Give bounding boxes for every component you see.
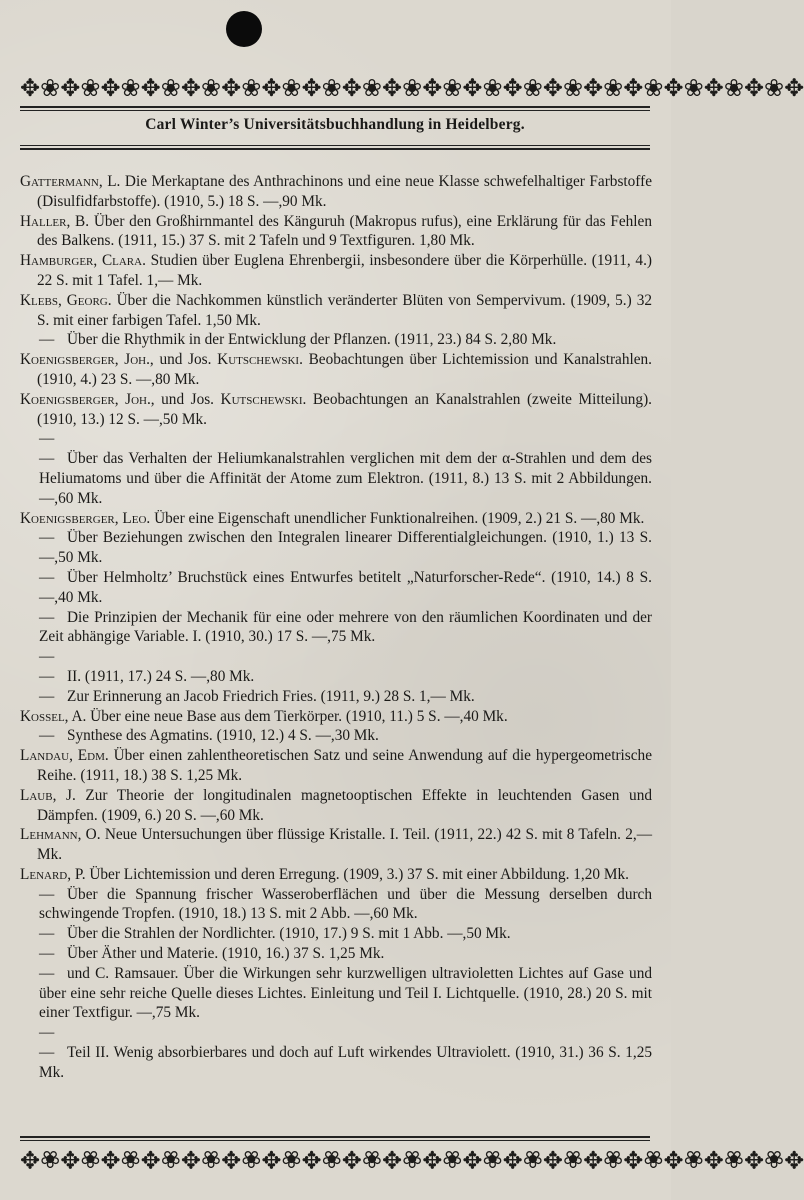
- entry-author: Hamburger, Clara.: [20, 252, 146, 270]
- entry-text: Über Lichtemission und deren Erregung. (1909, 3.) 37 S. mit einer Abbildung. 1,20 Mk.: [89, 865, 629, 883]
- entry-text: Die Prinzipien der Mechanik für eine oder mehrere von den räumlichen Koordinaten und der Zeit abhängige Variable. I. (1910, 30.) 17 S. —,75 Mk.: [39, 608, 652, 646]
- entry-author-conjunction: und Jos.: [159, 351, 212, 369]
- catalog-entry: [20, 212, 652, 252]
- entry-author: Klebs, Georg.: [20, 291, 112, 309]
- entry-text: Beobachtungen über Lichtemission und Kanalstrahlen. (1910, 4.) 23 S. —,80 Mk.: [37, 351, 653, 388]
- entry-author: Kossel, A.: [20, 707, 87, 725]
- entry-text: II. (1911, 17.) 24 S. —,80 Mk.: [67, 667, 255, 685]
- bottom-rule: [20, 1136, 650, 1138]
- header-rule: [20, 148, 650, 150]
- entry-text: Zur Theorie der longitudinalen magnetooptischen Effekte in leuchtenden Gasen und Dämpfen. (1909, 6.) 20 S. —,60 Mk.: [37, 786, 652, 824]
- entry-text: Über eine neue Base aus dem Tierkörper. (1910, 11.) 5 S. —,40 Mk.: [90, 707, 508, 725]
- repeat-author-dash: —: [39, 885, 55, 903]
- entry-text: Über den Großhirnmantel des Känguruh (Makropus rufus), eine Erklärung für das Fehlen des Balkens. (1911, 15.) 37 S. mit 2 Tafeln und 9 Textfiguren. 1,80 Mk.: [37, 212, 652, 250]
- catalog-entry: [20, 786, 652, 826]
- repeat-author-dash: —: [39, 568, 55, 586]
- catalog-entry: [20, 291, 652, 331]
- catalog-entry: [20, 330, 652, 350]
- bottom-rule-thin: [20, 1140, 650, 1141]
- entry-text: Über Helmholtz’ Bruchstück eines Entwurfes betitelt „Naturforscher-Rede“. (1910, 14.) 8 S. —,40 Mk.: [39, 568, 652, 606]
- catalog-entry: [20, 172, 652, 212]
- top-rule-thin: [20, 110, 650, 111]
- entry-text: Zur Erinnerung an Jacob Friedrich Fries. (1911, 9.) 28 S. 1,— Mk.: [67, 687, 475, 705]
- catalog-entries: [20, 172, 652, 1083]
- repeat-author-dash: — —: [39, 648, 55, 685]
- entry-text: Über einen zahlentheoretischen Satz und seine Anwendung auf die hypergeometrische Reihe. (1911, 18.) 38 S. 1,25 Mk.: [37, 747, 652, 784]
- catalog-entry: [20, 885, 652, 925]
- entry-text: Die Merkaptane des Anthrachinons und eine neue Klasse schwefelhaltiger Farbstoffe (Disulfidfarbstoffe). (1910, 5.) 18 S. —,90 Mk.: [37, 173, 652, 210]
- entry-text: Neue Untersuchungen über flüssige Kristalle. I. Teil. (1911, 22.) 42 S. mit 8 Tafeln. 2,— Mk.: [37, 826, 653, 864]
- catalog-entry: [20, 687, 652, 707]
- entry-text: Studien über Euglena Ehrenbergii, insbesondere über die Körperhülle. (1911, 4.) 22 S. mit 1 Tafel. 1,— Mk.: [37, 252, 652, 289]
- entry-author: Lenard, P.: [20, 865, 86, 883]
- catalog-entry: [20, 964, 652, 1023]
- entry-coauthor: Kutschewski.: [220, 390, 307, 408]
- entry-text: Synthese des Agmatins. (1910, 12.) 4 S. —,30 Mk.: [67, 727, 379, 745]
- catalog-entry: [20, 707, 652, 727]
- repeat-author-dash: — —: [39, 1024, 55, 1062]
- entry-text: Über Äther und Materie. (1910, 16.) 37 S. 1,25 Mk.: [67, 945, 385, 963]
- catalog-entry: [20, 825, 652, 865]
- repeat-author-dash: — —: [39, 430, 55, 468]
- catalog-entry: [20, 509, 652, 529]
- entry-author: Haller, B.: [20, 212, 90, 230]
- repeat-author-dash: —: [39, 925, 55, 943]
- repeat-author-dash: —: [39, 529, 55, 547]
- repeat-author-dash: —: [39, 687, 55, 705]
- catalog-entry: [20, 924, 652, 944]
- entry-text: Über die Strahlen der Nordlichter. (1910, 17.) 9 S. mit 1 Abb. —,50 Mk.: [67, 925, 511, 943]
- entry-author: Lehmann, O.: [20, 826, 101, 844]
- punch-hole: [226, 11, 262, 47]
- catalog-entry: [20, 746, 652, 786]
- repeat-author-dash: —: [39, 608, 55, 626]
- top-rule: [20, 106, 650, 108]
- catalog-entry: [20, 350, 652, 390]
- bottom-ornament-border: ✥❀✥❀✥❀✥❀✥❀✥❀✥❀✥❀✥❀✥❀✥❀✥❀✥❀✥❀✥❀✥❀✥❀✥❀✥❀✥: [20, 1145, 804, 1173]
- repeat-author-dash: —: [39, 964, 55, 982]
- entry-text: und C. Ramsauer. Über die Wirkungen sehr kurzwelligen ultravioletten Lichtes auf Gase und über eine sehr reiche Quelle dieses Lichtes. Einleitung und Teil I. Lichtquelle. (1910, 28.) 20 S. mit einer Textfigur. —,75 Mk.: [39, 964, 652, 1022]
- top-ornament-border: ✥❀✥❀✥❀✥❀✥❀✥❀✥❀✥❀✥❀✥❀✥❀✥❀✥❀✥❀✥❀✥❀✥❀✥❀✥❀✥: [20, 74, 804, 102]
- entry-text: Über die Spannung frischer Wasseroberflächen und über die Messung derselben durch schwingende Tropfen. (1910, 18.) 13 S. mit 2 Abb. —,60 Mk.: [39, 885, 652, 923]
- entry-author: Laub, J.: [20, 786, 76, 804]
- catalog-entry: [20, 1023, 652, 1082]
- entry-text: Über Beziehungen zwischen den Integralen linearer Differentialgleichungen. (1910, 1.) 13 S. —,50 Mk.: [39, 529, 652, 567]
- repeat-author-dash: —: [39, 945, 55, 963]
- entry-author: Koenigsberger, Joh.,: [20, 390, 155, 408]
- catalog-entry: [20, 251, 652, 291]
- entry-text: Beobachtungen an Kanalstrahlen (zweite Mitteilung). (1910, 13.) 12 S. —,50 Mk.: [37, 390, 652, 428]
- header-rule-thin: [20, 145, 650, 146]
- entry-text: Über eine Eigenschaft unendlicher Funktionalreihen. (1909, 2.) 21 S. —,80 Mk.: [154, 509, 645, 527]
- entry-author: Gattermann, L.: [20, 173, 121, 190]
- entry-text: Teil II. Wenig absorbierbares und doch auf Luft wirkendes Ultraviolett. (1910, 31.) 36 S. 1,25 Mk.: [39, 1044, 652, 1081]
- catalog-entry: [20, 944, 652, 964]
- catalog-entry: [20, 726, 652, 746]
- catalog-entry: [20, 429, 652, 508]
- entry-author-conjunction: und Jos.: [161, 390, 215, 408]
- entry-text: Über die Nachkommen künstlich veränderter Blüten von Sempervivum. (1909, 5.) 32 S. mit einer farbigen Tafel. 1,50 Mk.: [37, 291, 653, 329]
- publisher-header: Carl Winter’s Universitätsbuchhandlung in Heidelberg.: [145, 116, 525, 133]
- repeat-author-dash: —: [39, 727, 55, 745]
- entry-text: Über die Rhythmik in der Entwicklung der Pflanzen. (1911, 23.) 84 S. 2,80 Mk.: [67, 331, 557, 349]
- repeat-author-dash: —: [39, 331, 55, 349]
- catalog-entry: [20, 608, 652, 648]
- entry-author: Koenigsberger, Joh.,: [20, 351, 154, 369]
- catalog-entry: [20, 390, 652, 430]
- catalog-entry: [20, 568, 652, 608]
- entry-text: Über das Verhalten der Heliumkanalstrahlen verglichen mit dem der α-Strahlen und dem des Heliumatoms und über die Affinität der Atome zum Elektron. (1911, 8.) 13 S. mit 2 Abbildungen. —,60 Mk.: [39, 450, 652, 507]
- entry-coauthor: Kutschewski.: [217, 351, 303, 369]
- catalog-entry: [20, 865, 652, 885]
- catalog-entry: [20, 647, 652, 687]
- entry-author: Koenigsberger, Leo.: [20, 509, 151, 527]
- entry-author: Landau, Edm.: [20, 747, 109, 765]
- catalog-entry: [20, 528, 652, 568]
